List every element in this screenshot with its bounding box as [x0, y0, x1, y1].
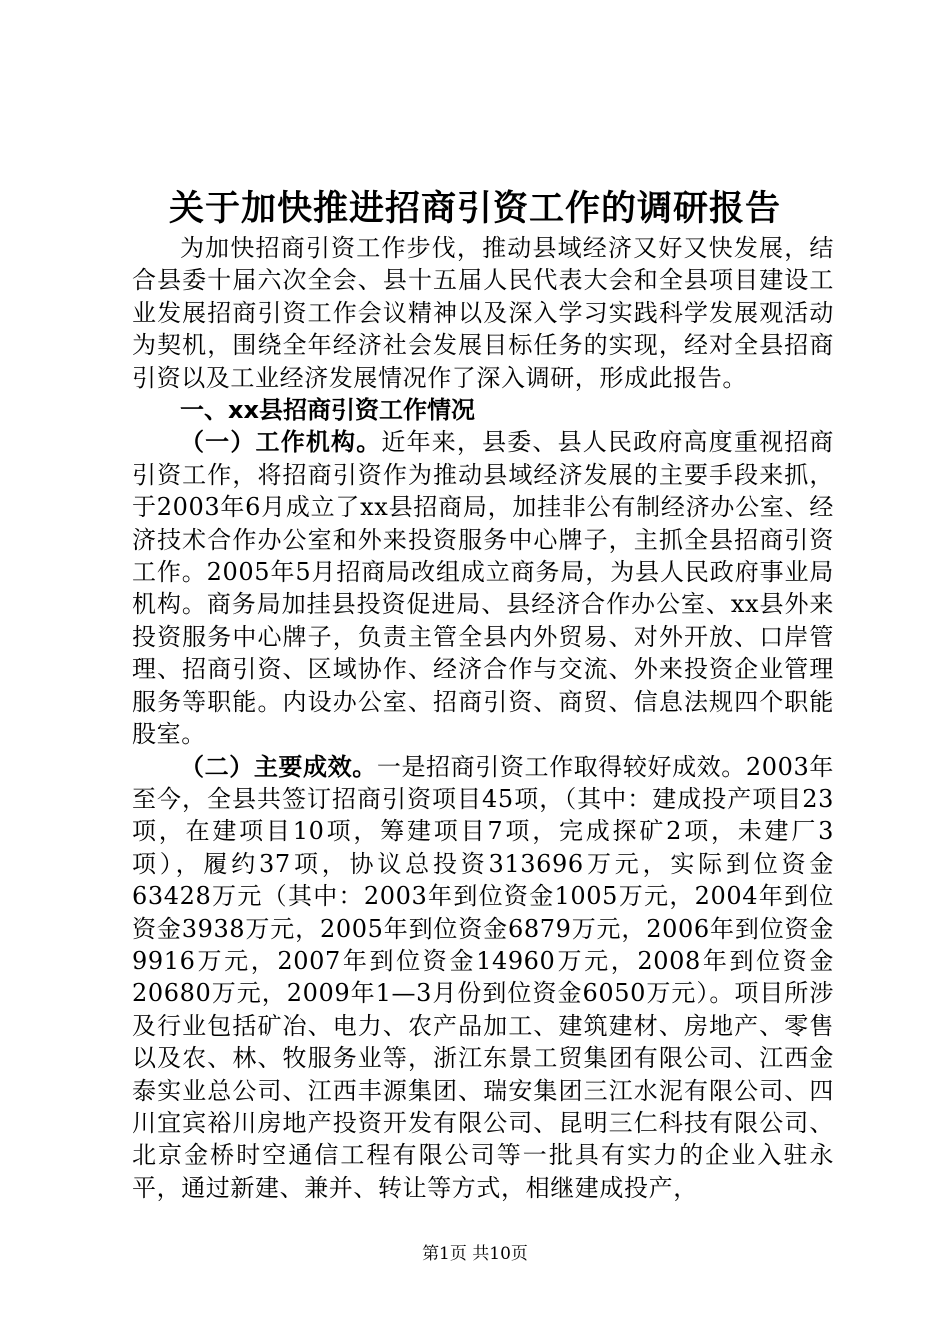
intro-paragraph: 为加快招商引资工作步伐，推动县域经济又好又快发展，结合县委十届六次全会、县十五届人民代表大会和全县项目建设工业发展招商引资工作会议精神以及深入学习实践科学发展观活动为契机，围绕全年经济社会发展目标任务的实现，经对全县招商引资以及工业经济发展情况作了深入调研，形成此报告。 — [132, 234, 834, 392]
paragraph-text: 一是招商引资工作取得较好成效。2003年至今，全县共签订招商引资项目45项，（其中：建成投产项目23项，在建项目10项，筹建项目7项，完成探矿2项，未建厂3项），履约37项，协议总投资313696万元，实际到位资金63428万元（其中：2003年到位资金1005万元，2004年到位资金3938万元，2005年到位资金6879万元，2006年到位资金9916万元，2007年到位资金14960万元，2008年到位资金20680万元，2009年1—3月份到位资金6050万元）。项目所涉及行业包括矿冶、电力、农产品加工、建筑建材、房地产、零售以及农、林、牧服务业等，浙江东景工贸集团有限公司、江西金泰实业总公司、江西丰源集团、瑞安集团三江水泥有限公司、四川宜宾裕川房地产投资开发有限公司、昆明三仁科技有限公司、北京金桥时空通信工程有限公司等一批具有实力的企业入驻永平，通过新建、兼并、转让等方式，相继建成投产， — [132, 752, 834, 1202]
paragraph-lead: （二）主要成效。 — [180, 752, 377, 781]
section-heading: 一、xx县招商引资工作情况 — [180, 396, 475, 425]
paragraph-lead: （一）工作机构。 — [180, 428, 382, 457]
document-title: 关于加快推进招商引资工作的调研报告 — [168, 188, 781, 229]
page-number-footer: 第1页 共10页 — [422, 1244, 528, 1264]
paragraph-text: 近年来，县委、县人民政府高度重视招商引资工作，将招商引资作为推动县域经济发展的主要手段来抓，于2003年6月成立了xx县招商局，加挂非公有制经济办公室、经济技术合作办公室和外来投资服务中心牌子，主抓全县招商引资工作。2005年5月招商局改组成立商务局，为县人民政府事业局机构。商务局加挂县投资促进局、县经济合作办公室、xx县外来投资服务中心牌子，负责主管全县内外贸易、对外开放、口岸管理、招商引资、区域协作、经济合作与交流、外来投资企业管理服务等职能。内设办公室、招商引资、商贸、信息法规四个职能股室。 — [132, 428, 834, 749]
main-results-paragraph — [132, 751, 834, 1205]
work-organization-paragraph — [132, 426, 834, 750]
document-body — [132, 232, 834, 1204]
